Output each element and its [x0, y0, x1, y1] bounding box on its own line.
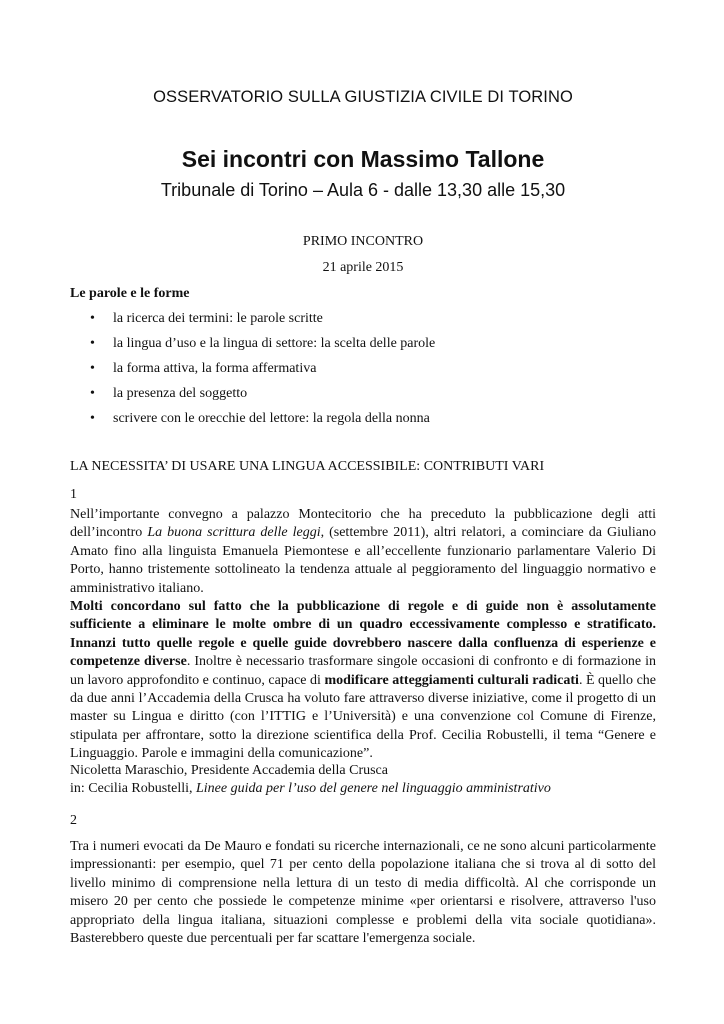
list-item [70, 381, 435, 406]
paragraph: Nell’importante convegno a palazzo Montecitorio che ha preceduto la pubblicazione degli atti dell’incontro La buona scrittura delle leggi, (settembre 2011), altri relatori, a cominciare da Giuliano Amato fino alla linguista Emanuela Piemontese e all’eccellente funzionario parlamentare Valerio Di Porto, hanno tristemente sottolineato la tendenza attuale al peggioramento del linguaggio normativo e amministrativo italiano. [70, 507, 656, 596]
organization-heading: OSSERVATORIO SULLA GIUSTIZIA CIVILE DI TORINO [153, 88, 573, 106]
contribution-2-text [70, 838, 656, 948]
document-subtitle: Tribunale di Torino – Aula 6 - dalle 13,30 alle 15,30 [160, 180, 566, 200]
bullet-icon: • [90, 361, 95, 376]
meeting-label: PRIMO INCONTRO [302, 234, 424, 249]
list-item-text: la lingua d’uso e la lingua di settore: la scelta delle parole [113, 336, 436, 351]
contribution-number: 2 [70, 813, 77, 828]
emphasis: modificare atteggiamenti culturali radicati [324, 672, 579, 688]
bullet-icon: • [90, 411, 95, 426]
list-item [70, 331, 435, 356]
topics-list [70, 306, 435, 431]
bullet-icon: • [90, 386, 95, 401]
book-title: La buona scrittura delle leggi [147, 525, 321, 541]
bullet-icon: • [90, 336, 95, 351]
section-heading: LA NECESSITA’ DI USARE UNA LINGUA ACCESSIBILE: CONTRIBUTI VARI [70, 459, 545, 474]
meeting-date: 21 aprile 2015 [322, 260, 404, 275]
emphasis: Molti concordano sul fatto che la pubblicazione di regole e di guide non è assolutamente sufficiente a eliminare le molte ombre di un quadro eccessivamente complesso e stratificato. Innanzi tutto quelle regole e quelle guide dovrebbero nascere dalla confluenza di esperienze e competenze diverse [70, 599, 656, 670]
contribution-number: 1 [70, 487, 77, 502]
list-item-text: la forma attiva, la forma affermativa [113, 361, 317, 376]
contribution-1-text [70, 506, 656, 764]
list-item [70, 406, 435, 431]
list-item-text: la presenza del soggetto [113, 386, 248, 401]
topics-heading: Le parole e le forme [70, 286, 190, 301]
list-item-text: la ricerca dei termini: le parole scritte [113, 311, 323, 326]
list-item [70, 356, 435, 381]
bullet-icon: • [90, 311, 95, 326]
list-item [70, 306, 435, 331]
contribution-source: in: Cecilia Robustelli, Linee guida per l’uso del genere nel linguaggio amministrativo [70, 781, 551, 796]
source-title: Linee guida per l’uso del genere nel linguaggio amministrativo [196, 781, 551, 796]
document-title: Sei incontri con Massimo Tallone [181, 146, 545, 172]
contribution-author: Nicoletta Maraschio, Presidente Accademia della Crusca [70, 763, 388, 778]
paragraph: Molti concordano sul fatto che la pubblicazione di regole e di guide non è assolutamente sufficiente a eliminare le molte ombre di un quadro eccessivamente complesso e stratificato. Innanzi tutto quelle regole e quelle guide dovrebbero nascere dalla confluenza di esperienze e competenze diverse. Inoltre è necessario trasformare singole occasioni di confronto e di formazione in un lavoro approfondito e continuo, capace di modificare atteggiamenti culturali radicati. È quello che da due anni l’Accademia della Crusca ha voluto fare attraverso diverse iniziative, come il progetto di un master su Lingua e diritto (con l’ITTIG e l’Università) e una convenzione col Comune di Firenze, stipulata per affrontare, sotto la direzione scientifica della Prof. Cecilia Robustelli, il tema “Genere e Linguaggio. Parole e immagini della comunicazione”. [70, 599, 657, 762]
paragraph: Tra i numeri evocati da De Mauro e fondati su ricerche internazionali, ce ne sono alcuni particolarmente impressionanti: per esempio, quel 71 per cento della popolazione italiana che si trova al di sotto del livello minimo di comprensione nella lettura di un testo di media difficoltà. Al che corrisponde un misero 20 per cento che possiede le competenze minime «per orientarsi e risolvere, attraverso l'uso appropriato della lingua italiana, situazioni complesse e problemi della vita sociale quotidiana». Basterebbero queste due percentuali per far scattare l'emergenza sociale. [70, 839, 656, 947]
list-item-text: scrivere con le orecchie del lettore: la regola della nonna [113, 411, 430, 426]
